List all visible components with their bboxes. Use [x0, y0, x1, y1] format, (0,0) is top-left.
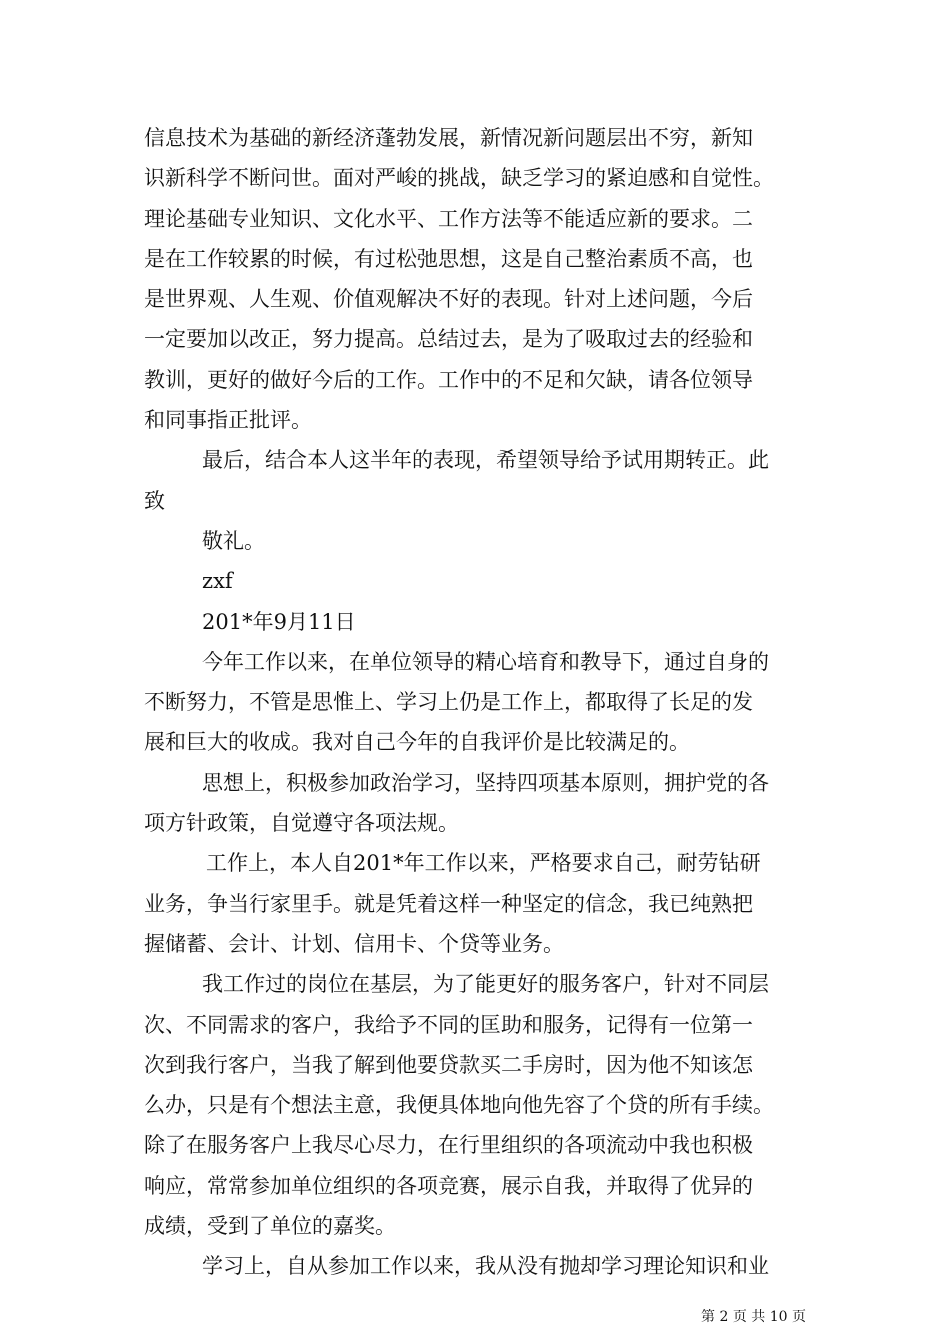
text-line: 是世界观、人生观、价值观解决不好的表现。针对上述问题，今后	[144, 287, 753, 312]
paragraph-first-line: 学习上，自从参加工作以来，我从没有抛却学习理论知识和业	[202, 1254, 769, 1279]
text-line: 是在工作较累的时候，有过松弛思想，这是自己整治素质不高，也	[144, 246, 753, 271]
text-line: 一定要加以改正，努力提高。总结过去，是为了吸取过去的经验和	[144, 327, 753, 352]
text-line: 成绩，受到了单位的嘉奖。	[144, 1214, 396, 1239]
text-line: 展和巨大的收成。我对自己今年的自我评价是比较满足的。	[144, 730, 690, 755]
paragraph-first-line: 我工作过的岗位在基层，为了能更好的服务客户，针对不同层	[202, 972, 769, 997]
paragraph-first-line: 今年工作以来，在单位领导的精心培育和教导下，通过自身的	[202, 649, 769, 674]
text-line: 业务，争当行家里手。就是凭着这样一种坚定的信念，我已纯熟把	[144, 891, 753, 916]
signature-name: zxf	[202, 569, 233, 594]
text-line: 信息技术为基础的新经济蓬勃发展，新情况新问题层出不穷，新知	[144, 126, 753, 150]
text-line: 次到我行客户，当我了解到他要贷款买二手房时，因为他不知该怎	[144, 1052, 753, 1077]
text-line: 识新科学不断问世。面对严峻的挑战，缺乏学习的紧迫感和自觉性。	[144, 166, 774, 191]
signature-date: 201*年9月11日	[202, 609, 356, 634]
text-line: 教训，更好的做好今后的工作。工作中的不足和欠缺，请各位领导	[144, 367, 753, 392]
text-line: 致	[144, 488, 165, 513]
text-line: 项方针政策，自觉遵守各项法规。	[144, 811, 459, 836]
text-line: 理论基础专业知识、文化水平、工作方法等不能适应新的要求。二	[144, 206, 753, 231]
paragraph-first-line: 思想上，积极参加政治学习，坚持四项基本原则，拥护党的各	[202, 770, 769, 795]
text-line: 不断努力，不管是思惟上、学习上仍是工作上，都取得了长足的发	[144, 690, 753, 715]
text-line: 握储蓄、会计、计划、信用卡、个贷等业务。	[144, 931, 564, 956]
text-line: 和同事指正批评。	[144, 408, 312, 433]
text-line: 除了在服务客户上我尽心尽力，在行里组织的各项流动中我也积极	[144, 1133, 753, 1158]
paragraph-first-line: 工作上，本人自201*年工作以来，严格要求自己，耐劳钻研	[206, 851, 761, 876]
document-body	[144, 118, 824, 1287]
salutation: 敬礼。	[202, 528, 265, 553]
page-number: 第 2 页 共 10 页	[701, 1309, 806, 1325]
paragraph-first-line: 最后，结合本人这半年的表现，希望领导给予试用期转正。此	[202, 448, 769, 473]
text-line: 么办，只是有个想法主意，我便具体地向他先容了个贷的所有手续。	[144, 1093, 774, 1118]
text-line: 次、不同需求的客户，我给予不同的匡助和服务，记得有一位第一	[144, 1012, 753, 1037]
text-line: 响应，常常参加单位组织的各项竞赛，展示自我，并取得了优异的	[144, 1173, 753, 1198]
